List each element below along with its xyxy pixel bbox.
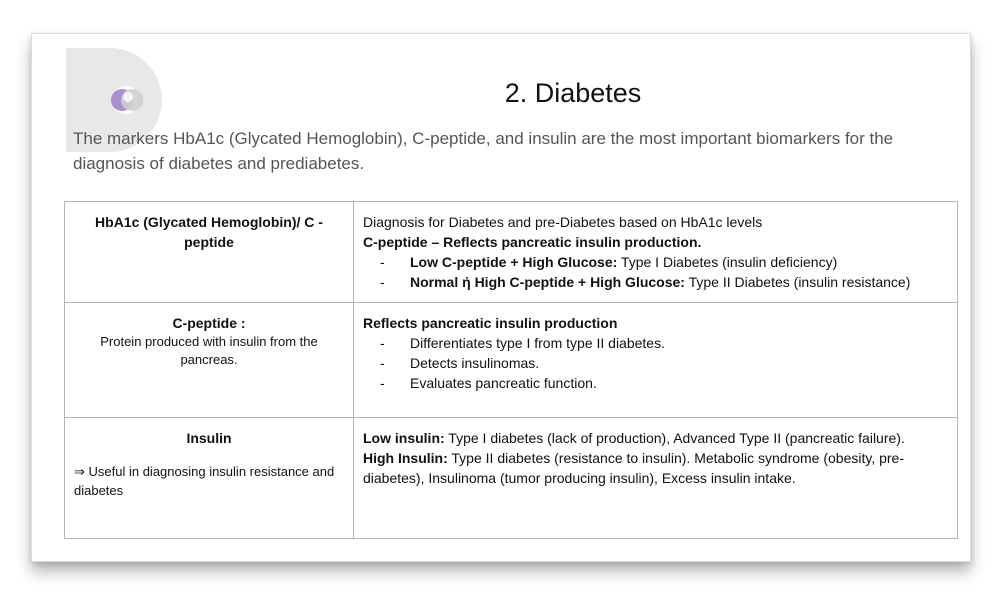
bullet-list xyxy=(363,252,948,292)
row-content-cell xyxy=(354,202,958,303)
biomarker-table xyxy=(64,201,958,539)
bullet-marker: - xyxy=(380,355,385,371)
bullet-marker: - xyxy=(380,375,385,391)
row-title: Insulin xyxy=(186,430,232,446)
list-item: - Normal ή High C-peptide + High Glucose: Type II Diabetes (insulin resistance) xyxy=(380,274,911,290)
content-line: C-peptide – Reflects pancreatic insulin production. xyxy=(363,234,702,250)
row-title: C-peptide : xyxy=(172,315,246,331)
row-label-cell xyxy=(65,303,354,418)
list-item: - Low C-peptide + High Glucose: Type I Diabetes (insulin deficiency) xyxy=(380,254,838,270)
row-title: HbA1c (Glycated Hemoglobin)/ C - peptide xyxy=(95,214,323,250)
row-label-cell xyxy=(65,202,354,303)
table-row xyxy=(65,418,958,539)
bullet-marker: - xyxy=(380,274,385,290)
list-item: - Evaluates pancreatic function. xyxy=(380,375,597,391)
content-paragraph: Low insulin: Type I diabetes (lack of production), Advanced Type II (pancreatic failure). xyxy=(363,430,905,446)
intro-text: The markers HbA1c (Glycated Hemoglobin), C-peptide, and insulin are the most important biomarkers for the diagnosis of diabetes and prediabetes. xyxy=(73,129,894,173)
slide xyxy=(31,33,971,562)
content-paragraph: High Insulin: Type II diabetes (resistance to insulin). Metabolic syndrome (obesity, pre-diabetes), Insulinoma (tumor producing insulin), Excess insulin intake. xyxy=(363,450,905,486)
bullet-marker: - xyxy=(380,335,385,351)
bullet-marker: - xyxy=(380,254,385,270)
row-note: ⇒ Useful in diagnosing insulin resistance and diabetes xyxy=(74,464,335,498)
row-content-cell xyxy=(354,303,958,418)
content-heading: Reflects pancreatic insulin production xyxy=(363,315,618,331)
table-row xyxy=(65,202,958,303)
content-line: Diagnosis for Diabetes and pre-Diabetes based on HbA1c levels xyxy=(363,214,763,230)
table-row xyxy=(65,303,958,418)
list-item: - Detects insulinomas. xyxy=(380,355,540,371)
row-label-cell xyxy=(65,418,354,539)
page-title: 2. Diabetes xyxy=(504,78,642,108)
row-content-cell xyxy=(354,418,958,539)
list-item: - Differentiates type I from type II diabetes. xyxy=(380,335,665,351)
bullet-list xyxy=(363,333,948,393)
row-subtitle: Protein produced with insulin from the pancreas. xyxy=(100,334,318,367)
